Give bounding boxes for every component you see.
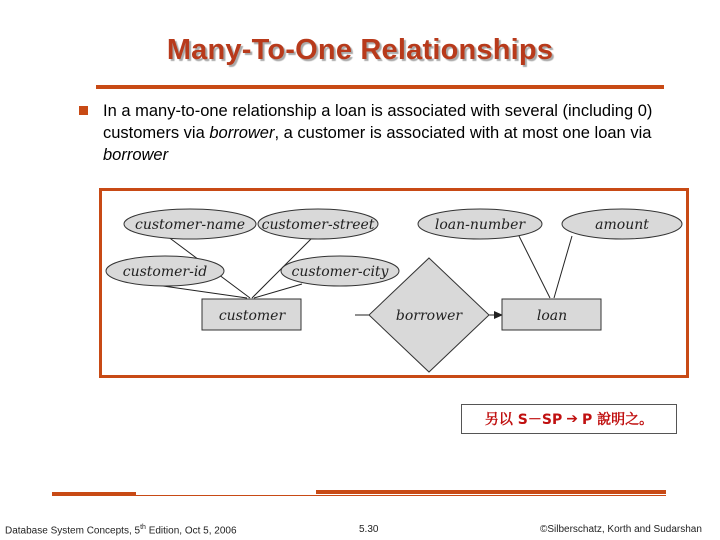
footer-left-text-end: Edition, Oct 5, 2006 [145,525,237,537]
bullet-text-part: In a many-to-one relationship a loan is associated with several (including 0) customers via [103,102,653,142]
right-arrow-icon: ➔ [566,411,578,427]
label-customer: customer [218,308,286,324]
label-customer-id: customer-id [122,264,208,280]
bullet-text [103,100,693,166]
footer-left [5,524,237,536]
label-customer-name: customer-name [134,217,246,233]
er-diagram [102,191,686,375]
title-underline [96,85,664,89]
label-customer-street: customer-street [261,217,375,233]
bullet-square-icon [79,106,88,115]
footer-left-sup: th [140,524,146,531]
slide-title: Many-To-One Relationships [166,34,554,66]
label-loan-number: loan-number [434,217,526,233]
line-amount [554,236,572,298]
footer-left-text: Database System Concepts, 5 [5,525,141,537]
line-customer-city [254,284,302,298]
note-box [461,404,677,434]
bullet-emphasis-borrower-1: borrower [209,124,275,142]
label-borrower: borrower [395,308,463,324]
label-loan: loan [536,308,568,324]
footer-rule-main [52,495,666,496]
footer-page-number: 5.30 [359,524,379,535]
note-suffix: P 說明之。 [581,412,654,428]
line-loan-number [519,236,550,298]
er-diagram-frame [99,188,689,378]
bullet-emphasis-borrower-2: borrower [103,146,169,164]
label-amount: amount [595,217,649,233]
note-prefix: 另以 S－SP [484,412,563,428]
footer-rule-right [316,490,666,494]
bullet-text-part: , a customer is associated with at most one loan via [274,124,652,142]
footer-copyright: ©Silberschatz, Korth and Sudarshan [540,524,702,535]
label-customer-city: customer-city [291,264,389,280]
